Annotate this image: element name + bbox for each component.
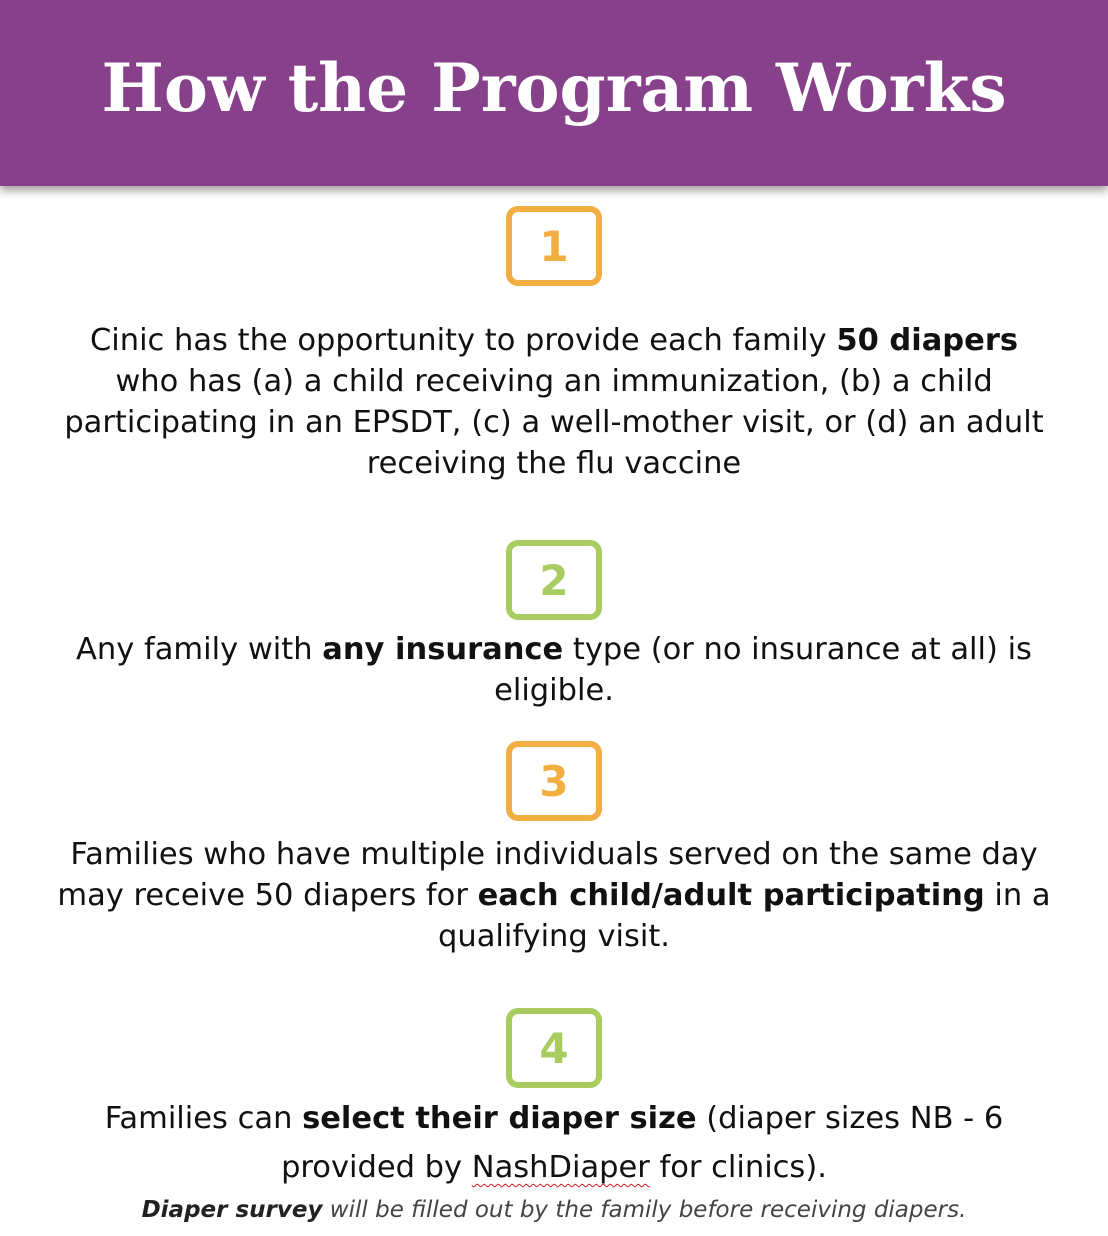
step-1-text: Cinic has the opportunity to provide each family 50 diapers who has (a) a child receiving an immunization, (b) a child participating in an EPSDT, (c) a well-mother visit, or (d) an adult receiving the flu vaccine — [64, 323, 1044, 481]
step-1-number: 1 — [539, 221, 569, 271]
step-4-number: 4 — [539, 1023, 569, 1073]
step-4-number-badge — [506, 1008, 602, 1088]
step-3-number: 3 — [539, 756, 569, 806]
step-3-highlight: each child/adult participating — [477, 878, 985, 913]
step-3-number-badge — [506, 741, 602, 821]
step-4-text: Families can select their diaper size (diaper sizes NB - 6 provided by NashDiaper for clinics). — [104, 1101, 1004, 1185]
step-3-text: Families who have multiple individuals served on the same day may receive 50 diapers for each child/adult participating in a qualifying visit. — [57, 837, 1051, 954]
survey-footnote: Diaper survey will be filled out by the family before receiving diapers. — [141, 1197, 967, 1223]
step-2-number: 2 — [539, 555, 569, 605]
step-1-highlight: 50 diapers — [836, 323, 1019, 358]
step-2-highlight: any insurance — [322, 632, 564, 667]
header-banner — [0, 0, 1108, 186]
step-4-highlight: select their diaper size — [302, 1101, 697, 1136]
step-2-number-badge — [506, 540, 602, 620]
step-2-text: Any family with any insurance type (or no insurance at all) is eligible. — [76, 632, 1032, 708]
step-1-number-badge — [506, 206, 602, 286]
nashdiaper-name: NashDiaper — [471, 1150, 650, 1185]
footnote-highlight: Diaper survey — [141, 1197, 323, 1223]
page-title: How the Program Works — [101, 49, 1007, 127]
